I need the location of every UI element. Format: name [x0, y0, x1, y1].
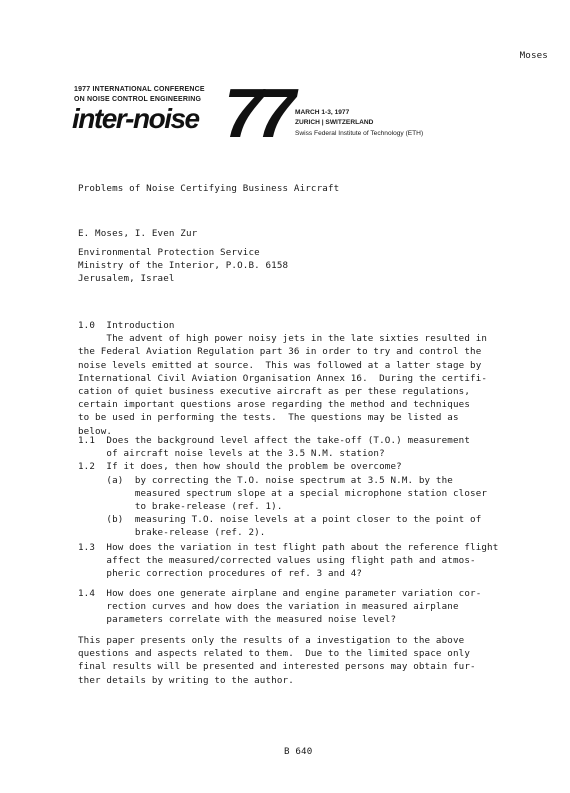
- body-line: below.: [78, 425, 113, 437]
- introduction-section: [78, 319, 487, 438]
- body-line: questions and aspects related to them. Due to the limited space only: [78, 648, 471, 660]
- body-line: noise levels emitted at source. This was followed at a latter stage by: [78, 359, 482, 371]
- question-line: affect the measured/corrected values using flight path and atmos-: [78, 555, 476, 567]
- question-line: of aircraft noise levels at the 3.5 N.M. station?: [78, 448, 385, 460]
- question-line: pheric correction procedures of ref. 3 and 4?: [78, 568, 363, 580]
- question-line: parameters correlate with the measured noise level?: [78, 614, 397, 626]
- conference-name-line-2: ON NOISE CONTROL ENGINEERING: [74, 96, 202, 103]
- body-line: final results will be presented and interested persons may obtain fur-: [78, 661, 476, 673]
- conference-location: ZURICH | SWITZERLAND: [295, 119, 374, 126]
- body-line: ther details by writing to the author.: [78, 674, 294, 686]
- question-line: to brake-release (ref. 1).: [78, 501, 283, 513]
- affiliation-line: Environmental Protection Service: [78, 247, 260, 258]
- author-affiliation: [78, 246, 288, 286]
- question-line: 1.3 How does the variation in test flight path about the reference flight: [78, 542, 499, 553]
- body-line: International Civil Aviation Organisation Annex 16. During the certifi-: [78, 372, 488, 384]
- body-line: certain important questions arose regarding the method and techniques: [78, 399, 471, 411]
- paper-authors: E. Moses, I. Even Zur: [78, 228, 198, 239]
- question-line: brake-release (ref. 2).: [78, 527, 266, 539]
- question-line: (a) by correcting the T.O. noise spectrum at 3.5 N.M. by the: [78, 474, 453, 486]
- body-line: to be used in performing the tests. The questions may be listed as: [78, 412, 459, 424]
- question-line: measured spectrum slope at a special microphone station closer: [78, 487, 488, 499]
- year-logo: 77: [224, 74, 290, 152]
- question-line: rection curves and how does the variation in measured airplane: [78, 601, 459, 613]
- body-line: This paper presents only the results of a investigation to the above: [78, 635, 465, 646]
- question-1-3: [78, 541, 498, 581]
- conference-date: MARCH 1-3, 1977: [295, 109, 350, 116]
- intro-heading: 1.0 Introduction: [78, 320, 175, 331]
- closing-paragraph: [78, 634, 476, 687]
- body-line: cation of quiet business executive aircraft as per these regulations,: [78, 386, 471, 398]
- question-line: 1.1 Does the background level affect the take-off (T.O.) measurement: [78, 435, 471, 446]
- paper-title: Problems of Noise Certifying Business Aircraft: [78, 183, 340, 194]
- conference-institute: Swiss Federal Institute of Technology (ETH): [295, 130, 424, 137]
- question-1-4: [78, 587, 481, 627]
- questions-1-1-and-1-2: [78, 434, 487, 540]
- internoise-logo: inter-noise: [72, 103, 199, 134]
- question-line: 1.4 How does one generate airplane and engine parameter variation cor-: [78, 588, 482, 599]
- affiliation-line: Jerusalem, Israel: [78, 273, 175, 285]
- author-tag: Moses: [519, 50, 548, 61]
- question-line: (b) measuring T.O. noise levels at a point closer to the point of: [78, 514, 482, 526]
- body-line: the Federal Aviation Regulation part 36 in order to try and control the: [78, 346, 482, 358]
- affiliation-line: Ministry of the Interior, P.O.B. 6158: [78, 260, 289, 272]
- question-line: 1.2 If it does, then how should the problem be overcome?: [78, 461, 402, 473]
- conference-name-line-1: 1977 INTERNATIONAL CONFERENCE: [74, 86, 205, 93]
- page-number: B 640: [284, 746, 313, 757]
- body-line: The advent of high power noisy jets in the late sixties resulted in: [78, 333, 488, 345]
